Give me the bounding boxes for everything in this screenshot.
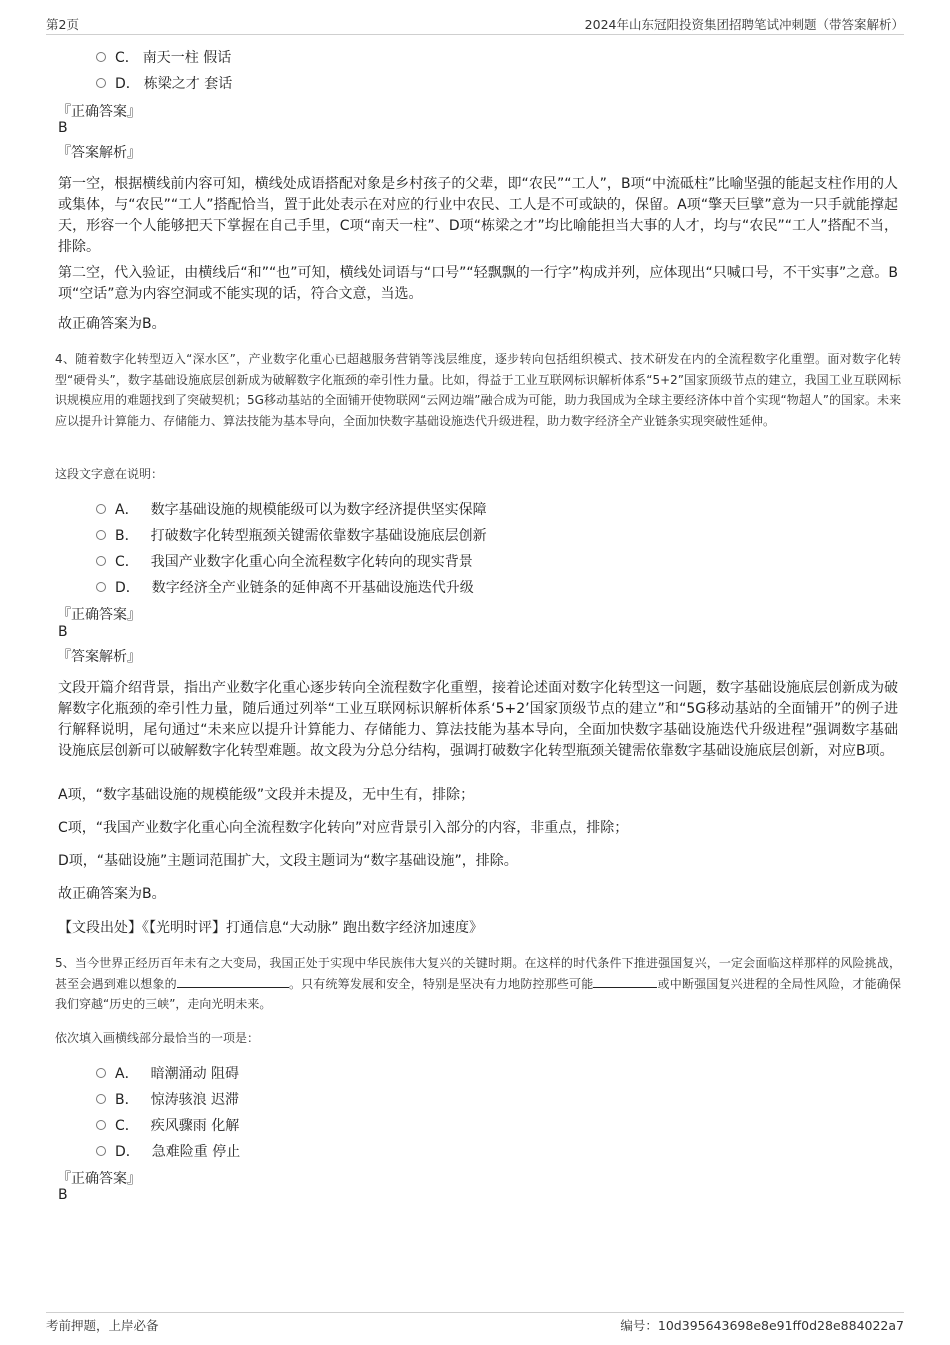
option-b[interactable]: B． 打破数字化转型瓶颈关键需依靠数字基础设施底层创新 (96, 525, 487, 545)
analysis-point-d: D项，“基础设施”主题词范围扩大，文段主题词为“数字基础设施”，排除。 (58, 853, 518, 869)
option-a[interactable]: A． 数字基础设施的规模能级可以为数字经济提供坚实保障 (96, 499, 487, 519)
option-a[interactable]: A． 暗潮涌动 阻碍 (96, 1063, 239, 1083)
document-code: 编号：10d395643698e8e91ff0d28e884022a7 (620, 1318, 904, 1333)
footer-slogan: 考前押题，上岸必备 (46, 1318, 159, 1333)
analysis-paragraph: 第二空，代入验证，由横线后“和”“也”可知，横线处词语与“口号”“轻飘飘的一行字”构成并列，应体现出“只喊口号，不干实事”之意。B项“空话”意为内容空洞或不能实现的话，符合文意，当选。 (58, 265, 898, 302)
answer-value: B (58, 120, 68, 136)
fill-blank (177, 975, 289, 988)
option-c[interactable]: C． 疾风骤雨 化解 (96, 1115, 239, 1135)
option-c[interactable]: C． 南天一柱 假话 (96, 47, 231, 67)
analysis-point-a: A项，“数字基础设施的规模能级”文段并未提及，无中生有，排除； (58, 787, 475, 803)
analysis-paragraph: 第一空，根据横线前内容可知，横线处成语搭配对象是乡村孩子的父辈，即“农民”“工人”，B项“中流砥柱”比喻坚强的能起支柱作用的人或集体，与“农民”“工人”搭配恰当，置于此处表示在对应的行业中农民、工人是不可或缺的，保留。A项“擎天巨擘”意为一只手就能撑起天，形容一个人能够把天下掌握在自己手里，C项“南天一柱”、D项“栋梁之才”均比喻能担当大事的人才，均与“农民”“工人”搭配不当，排除。 (58, 176, 898, 255)
fill-blank (593, 975, 657, 988)
option-d[interactable]: D． 急难险重 停止 (96, 1141, 240, 1161)
answer-label: 『正确答案』 (57, 1171, 141, 1187)
question-prompt: 这段文字意在说明： (55, 467, 164, 481)
option-d[interactable]: D． 数字经济全产业链条的延伸离不开基础设施迭代升级 (96, 577, 474, 597)
analysis-label: 『答案解析』 (57, 145, 141, 161)
option-c[interactable]: C． 我国产业数字化重心向全流程数字化转向的现实背景 (96, 551, 473, 571)
analysis-conclusion: 故正确答案为B。 (58, 316, 166, 332)
radio-icon[interactable] (96, 530, 106, 540)
document-title: 2024年山东冠阳投资集团招聘笔试冲刺题（带答案解析） (584, 17, 904, 32)
source-citation: 【文段出处】《【光明时评】打通信息“大动脉” 跑出数字经济加速度》 (58, 920, 483, 936)
answer-value: B (58, 1187, 68, 1203)
question-stem: 5、当今世界正经历百年未有之大变局，我国正处于实现中华民族伟大复兴的关键时期。在这样的时代条件下推进强国复兴，一定会面临这样那样的风险挑战，甚至会遇到难以想象的 。只有统筹发展和安全，特别是坚决有力地防控那些可能 或中断强国复兴进程的全局性风险，才能确保我们穿越“历史的三峡”，走向光明未来。 (55, 956, 901, 1011)
question-prompt: 依次填入画横线部分最恰当的一项是： (55, 1031, 260, 1045)
page-header (46, 14, 904, 35)
radio-icon[interactable] (96, 582, 106, 592)
option-b[interactable]: B． 惊涛骇浪 迟滞 (96, 1089, 239, 1109)
radio-icon[interactable] (96, 1120, 106, 1130)
analysis-label: 『答案解析』 (57, 649, 141, 665)
option-d[interactable]: D． 栋梁之才 套话 (96, 73, 232, 93)
radio-icon[interactable] (96, 52, 106, 62)
analysis-point-c: C项，“我国产业数字化重心向全流程数字化转向”对应背景引入部分的内容，非重点，排除； (58, 820, 629, 836)
radio-icon[interactable] (96, 556, 106, 566)
radio-icon[interactable] (96, 504, 106, 514)
radio-icon[interactable] (96, 1094, 106, 1104)
answer-label: 『正确答案』 (57, 607, 141, 623)
radio-icon[interactable] (96, 1146, 106, 1156)
analysis-paragraph: 文段开篇介绍背景，指出产业数字化重心逐步转向全流程数字化重塑，接着论述面对数字化转型这一问题，数字基础设施底层创新成为破解数字化瓶颈的牵引性力量，随后通过列举“工业互联网标识解析体系‘5+2’国家顶级节点的建立”和“5G移动基站的全面铺开”的例子进行解释说明，尾句通过“未来应以提升计算能力、存储能力、算法技能为基本导向，全面加快数字基础设施迭代升级进程”强调数字基础设施底层创新可以破解数字化转型难题。故文段为分总分结构，强调打破数字化转型瓶颈关键需依靠数字基础设施底层创新，对应B项。 (58, 680, 898, 759)
answer-label: 『正确答案』 (57, 104, 141, 120)
question-stem: 4、随着数字化转型迈入“深水区”，产业数字化重心已超越服务营销等浅层维度，逐步转向包括组织模式、技术研发在内的全流程数字化重塑。面对数字化转型“硬骨头”，数字基础设施底层创新成为破解数字化瓶颈的牵引性力量。比如，得益于工业互联网标识解析体系“5+2”国家顶级节点的建立，我国工业互联网标识规模应用的难题找到了突破契机；5G移动基站的全面铺开使物联网“云网边端”融合成为可能，助力我国成为全球主要经济体中首个实现“物超人”的国家。未来应以提升计算能力、存储能力、算法技能为基本导向，全面加快数字基础设施迭代升级进程，助力数字经济全产业链条实现突破性延伸。 (55, 352, 901, 428)
page-number: 第2页 (46, 17, 79, 32)
radio-icon[interactable] (96, 78, 106, 88)
page-footer (46, 1312, 904, 1335)
analysis-conclusion: 故正确答案为B。 (58, 886, 166, 902)
radio-icon[interactable] (96, 1068, 106, 1078)
answer-value: B (58, 624, 68, 640)
